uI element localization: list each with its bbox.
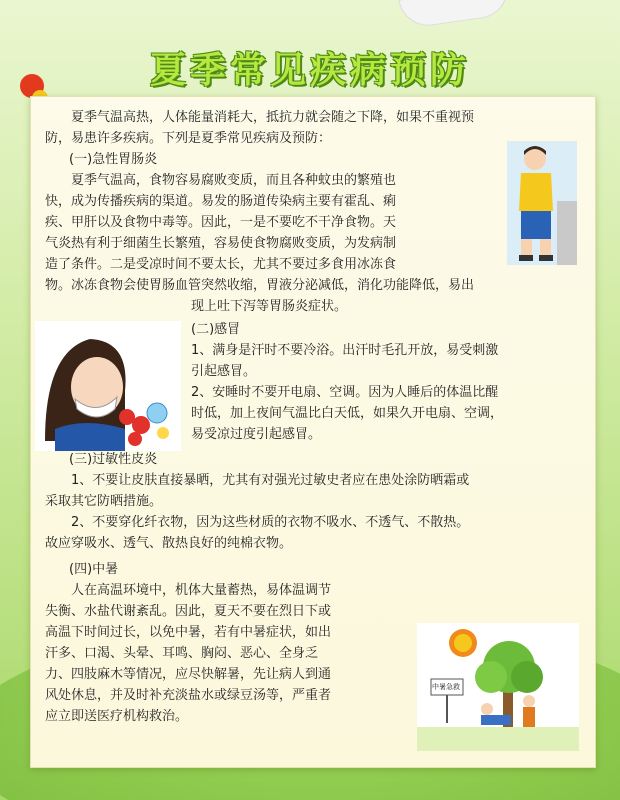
section-heading-heatstroke: (四)中暑 — [69, 562, 119, 577]
content-panel — [30, 96, 596, 768]
section-heading-gastro: (一)急性胃肠炎 — [69, 152, 158, 167]
heatstroke-illustration — [417, 623, 579, 751]
section-heading-cold: (二)感冒 — [191, 322, 241, 337]
first-aid-sign: 中暑急救 — [432, 683, 460, 691]
page-title: 夏季常见疾病预防 — [149, 50, 470, 91]
section-body-gastro: 夏季气温高，食物容易腐败变质，而且各种蚊虫的繁殖也 快，成为传播疾病的渠道。易发的肠道传染病主要有霍乱、痢 疾、甲肝以及食物中毒等。因此，一是不要吃不干净食物。天 气炎热有利于细菌生长繁殖，容易使食物腐败变质，为发病制 造了条件。二是受凉时间不要太长，尤其不要过多食用冰冻食 物。冰冻食物会使胃肠血管突然收缩，胃液分泌减低，消化功能降低，易出 — [45, 173, 475, 293]
top-decoration — [398, 0, 511, 30]
section-body-dermatitis: 1、不要让皮肤直接暴晒，尤其有对强光过敏史者应在患处涂防晒霜或 采取其它防晒措施。 2、不要穿化纤衣物，因为这些材质的衣物不吸水、不透气、不散热。 故应穿吸水、透气、散热良好的纯棉衣物。 — [45, 473, 470, 551]
section-body-cold: 1、满身是汗时不要冷浴。出汗时毛孔开放，易受刺激 引起感冒。 2、安睡时不要开电扇、空调。因为人睡后的体温比醒 时低，加上夜间气温比白天低，如果久开电扇、空调， 易受凉过度引起感冒。 — [191, 343, 504, 442]
section-body-heatstroke: 人在高温环境中，机体大量蓄热，易体温调节 失衡、水盐代谢紊乱。因此，夏天不要在烈日下或 高温下时间过长，以免中暑，若有中暑症状，如出 汗多、口渴、头晕、耳鸣、胸闷、恶心、全身乏 力、四肢麻木等情况，应尽快解暑，先让病人到通 风处休息，并及时补充淡盐水或绿豆汤等，严重者 应立即送医疗机构救治。 — [45, 583, 332, 724]
section-heading-dermatitis: (三)过敏性皮炎 — [69, 452, 158, 467]
section-tail-gastro: 现上吐下泻等胃肠炎症状。 — [191, 299, 348, 314]
stomachache-illustration — [507, 141, 577, 265]
intro-paragraph: 夏季气温高热，人体能量消耗大，抵抗力就会随之下降，如果不重视预 防，易患许多疾病。下列是夏季常见疾病及预防： — [45, 110, 475, 146]
sneezing-illustration — [35, 321, 181, 451]
